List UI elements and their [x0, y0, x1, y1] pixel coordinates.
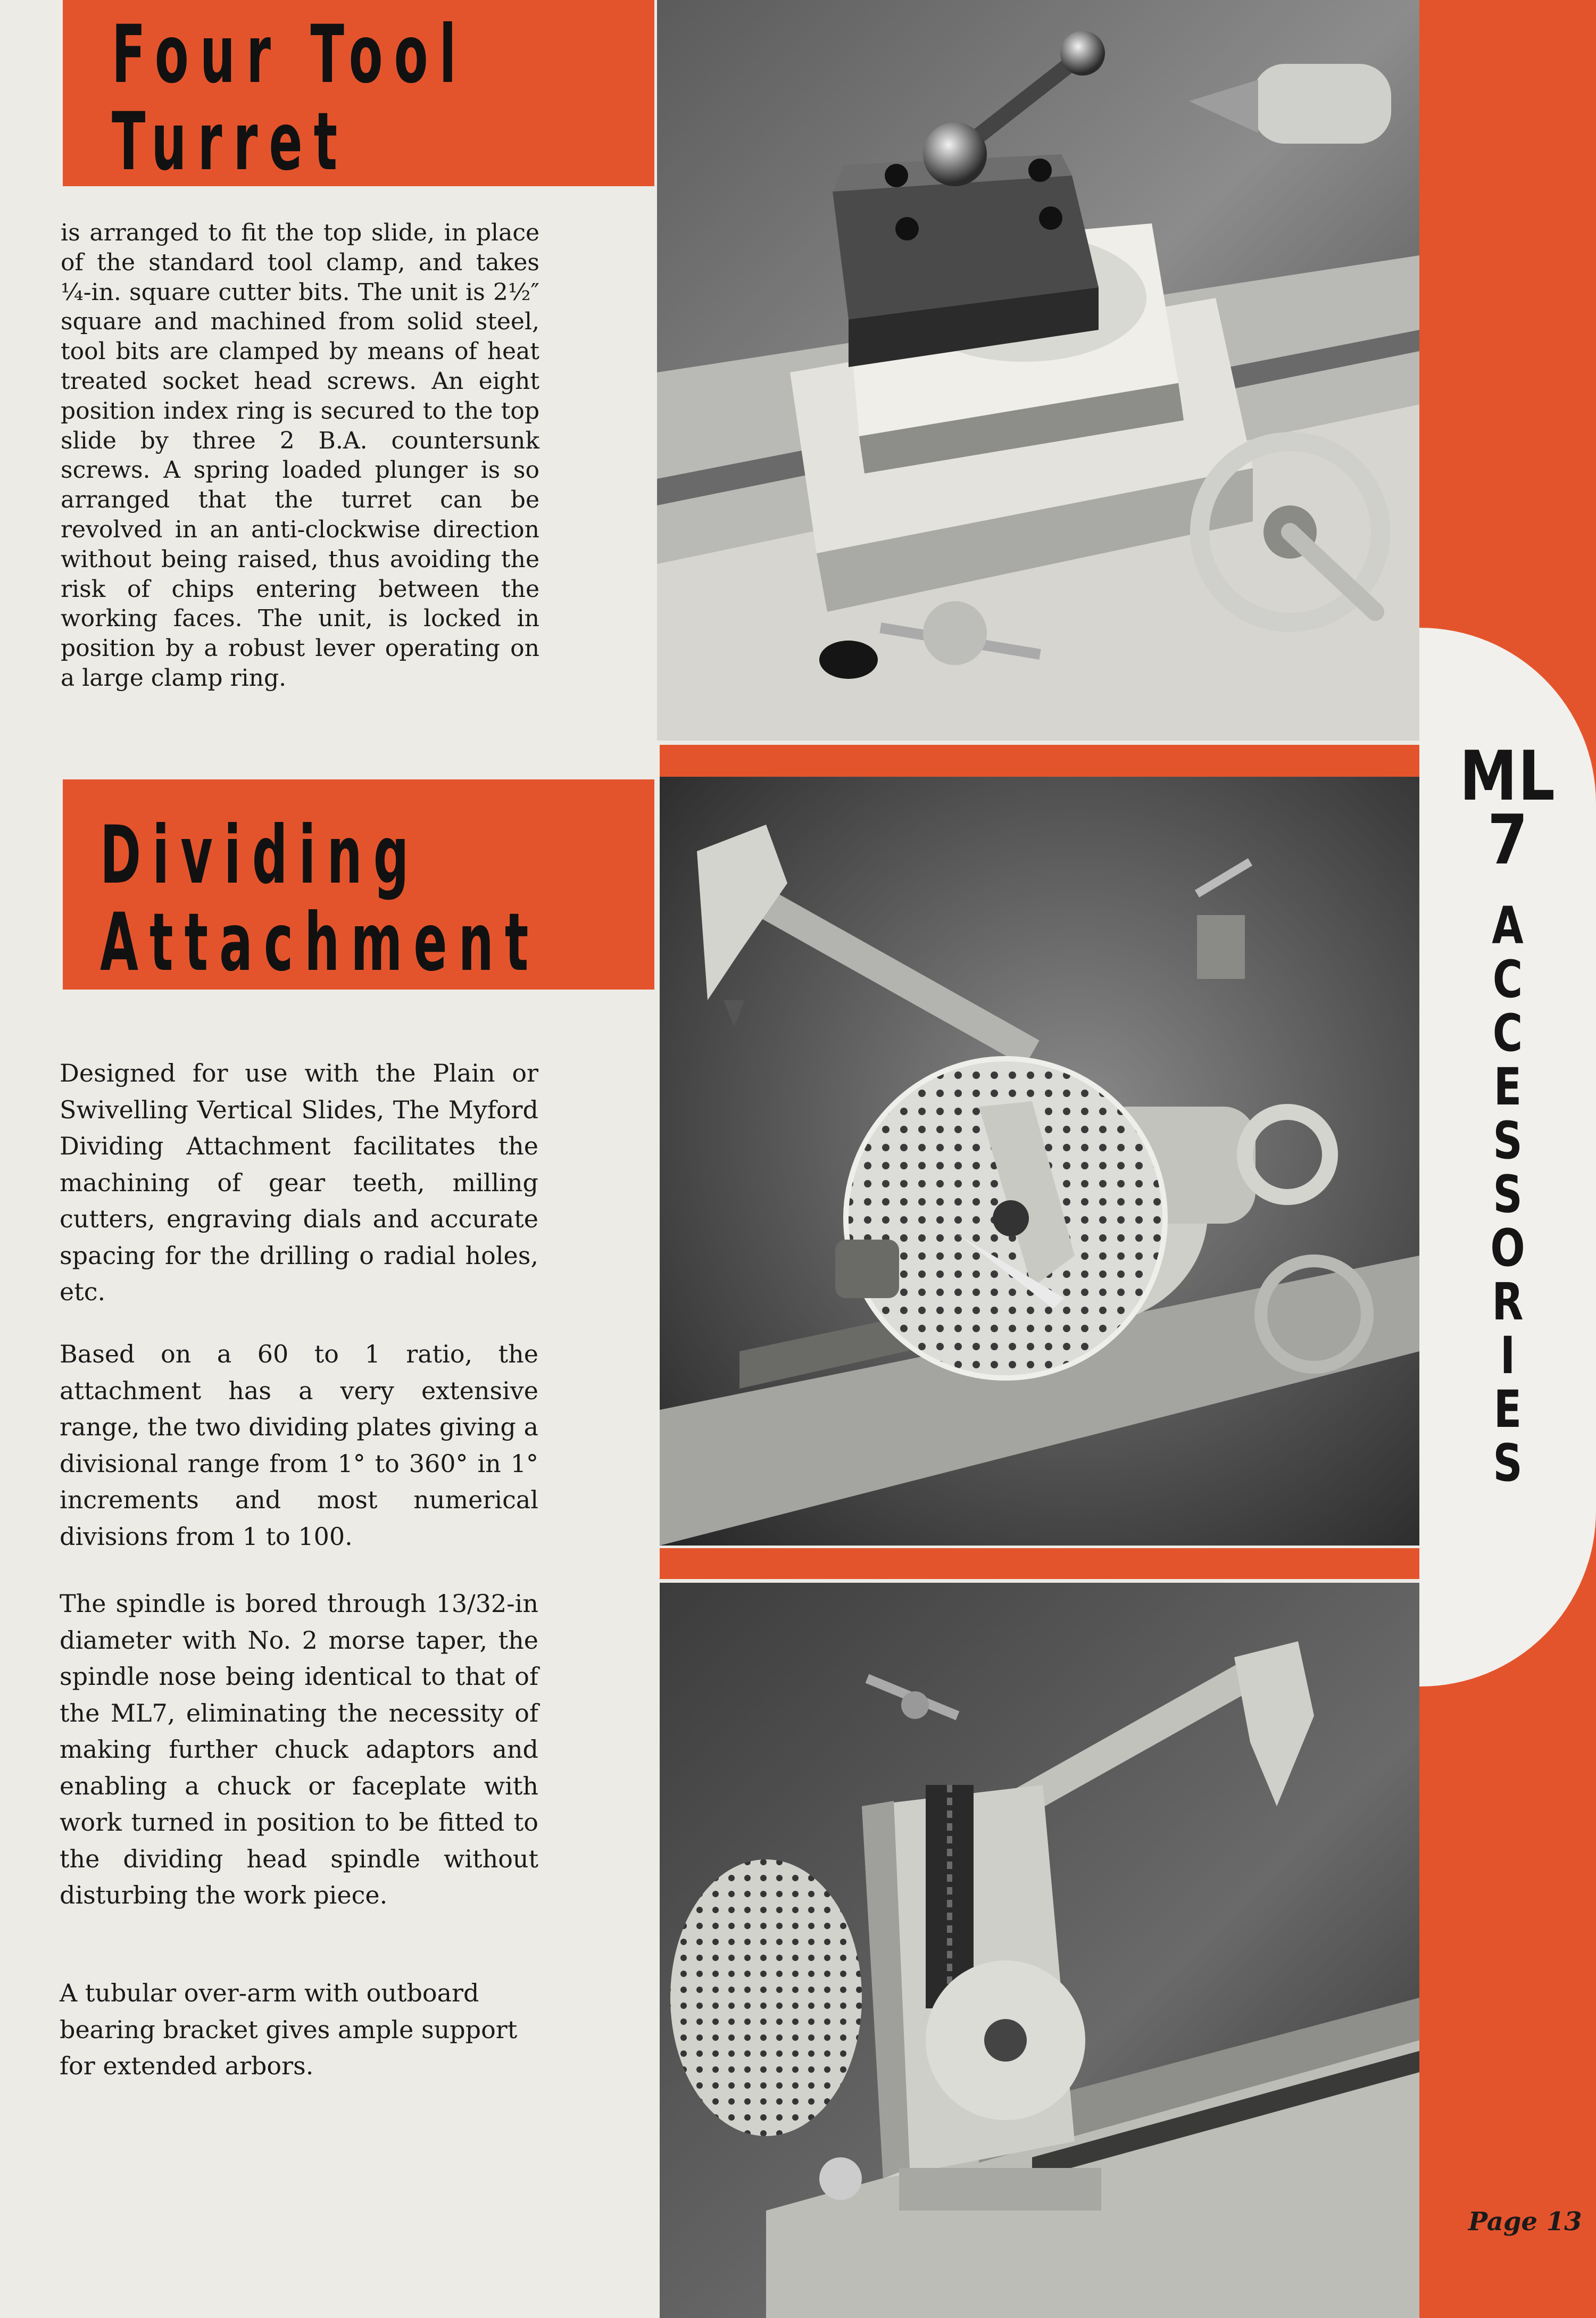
dividing-paragraph-3: The spindle is bored through 13/32-in diameter with No. 2 morse taper, the spindle nose being identical to that of the ML7, eliminating the necessity of making further chuck adaptors and enabling a chuck or faceplate with work turned in position to be fitted to the dividing head spindle without disturbing the work piece. [60, 1589, 538, 1909]
tab-letter: S [1493, 1433, 1523, 1493]
dividing-title-line1: Dividing [100, 809, 420, 902]
tab-letter: A [1492, 896, 1524, 956]
tab-letter: E [1493, 1380, 1522, 1439]
dividing-rear-graphic [660, 1583, 1419, 2318]
section-tab-label [1419, 737, 1596, 1493]
turret-photo-graphic [657, 0, 1419, 741]
dividing-photo-front [660, 777, 1419, 1546]
dividing-paragraph-2: Based on a 60 to 1 ratio, the attachment has a very extensive range, the two dividing plates giving a divisional range from 1° to 360° in 1° increments and most numerical divisions from 1 to 100. [60, 1340, 538, 1551]
turret-description: is arranged to fit the top slide, in place of the standard tool clamp, and takes ¼-in. square cutter bits. The unit is 2½″ square and machined from solid steel, tool bits are clamped by means of heat treated socket head screws. An eight position index ring is secured to the top slide by three 2 B.A. countersunk screws. A spring loaded plunger is so arranged that the turret can be revolved in an anti-clockwise direction without being raised, thus avoiding the risk of chips entering between the working faces. The unit, is locked in position by a robust lever operating on a large clamp ring. [61, 219, 539, 692]
page-number: Page 13 [1468, 2207, 1582, 2237]
turret-title-line1: Four Tool [112, 9, 468, 101]
tab-letter: C [1492, 1003, 1523, 1063]
photo-separator-bar [660, 745, 1419, 777]
tab-letter: R [1492, 1272, 1524, 1332]
photo-separator-bar [660, 1548, 1419, 1579]
dividing-title-line2: Attachment [100, 896, 540, 989]
dividing-front-graphic [660, 777, 1419, 1546]
dividing-paragraph-4: A tubular over-arm with outboard bearing bracket gives ample support for extended arbors. [60, 1979, 518, 2080]
tab-accessories-word [1419, 896, 1596, 1493]
dividing-title-box [63, 779, 654, 990]
turret-title-line2: Turret [112, 96, 349, 188]
tab-letter: I [1500, 1326, 1516, 1385]
tab-letter: E [1493, 1057, 1522, 1117]
tab-model-number: 7 [1487, 801, 1528, 880]
dividing-paragraph-1: Designed for use with the Plain or Swivelling Vertical Slides, The Myford Dividing Attachment facilitates the machining of gear teeth, milling cutters, engraving dials and accurate spacing for the drilling o radial holes, etc. [60, 1059, 538, 1306]
turret-title-box [63, 0, 654, 186]
tab-letter: C [1492, 950, 1523, 1009]
tab-ml-text: ML [1459, 737, 1556, 816]
dividing-photo-rear [660, 1583, 1419, 2318]
tab-letter: S [1493, 1165, 1523, 1224]
turret-photo [657, 0, 1419, 741]
tab-letter: O [1490, 1218, 1525, 1278]
tab-letter: S [1493, 1111, 1523, 1170]
